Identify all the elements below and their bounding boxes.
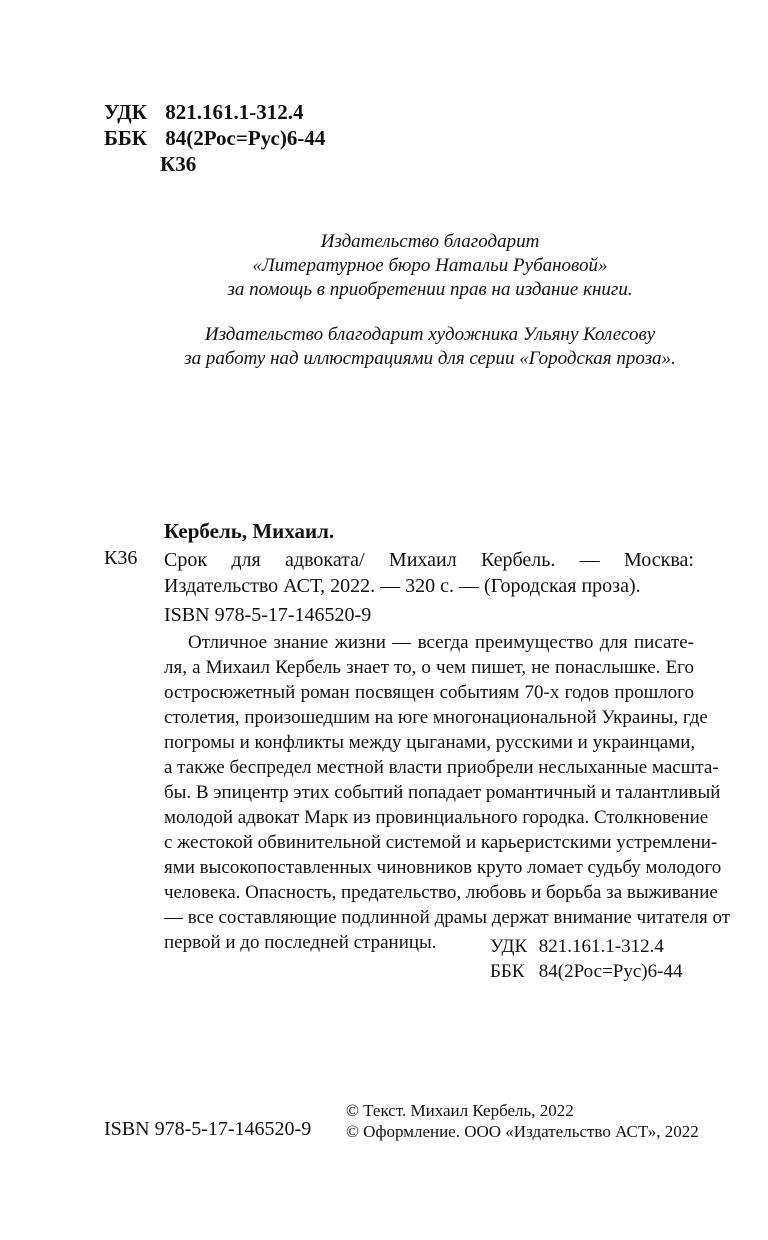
- thanks-line: за работу над иллюстрациями для серии «Городская проза».: [184, 348, 676, 369]
- bbk-value-bottom: 84(2Рос=Рус)6-44: [538, 961, 683, 982]
- udk-row: [104, 100, 304, 125]
- udk-label: УДК: [104, 100, 147, 124]
- annotation-line: столетия, произошедшим на юге многонациональной Украины, где: [164, 707, 708, 728]
- bbk-label: ББК: [104, 126, 147, 150]
- udk-value-bottom: 821.161.1-312.4: [538, 936, 664, 957]
- isbn-footer: ISBN 978-5-17-146520-9: [104, 1118, 312, 1140]
- bbk-row: [104, 126, 325, 151]
- thanks-literary-bureau: [140, 230, 720, 302]
- annotation-line: Отличное знание жизни — всегда преимущество для писате-: [188, 632, 694, 653]
- annotation-line: погромы и конфликты между цыганами, русскими и украинцами,: [164, 732, 696, 753]
- bbk-value: 84(2Рос=Рус)6-44: [165, 126, 326, 150]
- annotation-line: а также беспредел местной власти приобрели неслыханные масшта-: [164, 757, 719, 778]
- bibliographic-description: Срок для адвоката/ Михаил Кербель. — Москва: Издательство АСТ, 2022. — 320 с. — (Городская проза).: [164, 549, 694, 597]
- annotation-line: остросюжетный роман посвящен событиям 70-х годов прошлого: [164, 682, 694, 703]
- annotation-line: первой и до последней страницы.: [164, 932, 437, 953]
- thanks-illustrator: [140, 323, 720, 371]
- thanks-line: Издательство благодарит: [320, 231, 540, 252]
- annotation-line: человека. Опасность, предательство, любовь и борьба за выживание: [164, 882, 718, 903]
- udk-label-bottom: УДК: [490, 936, 528, 957]
- author-heading: Кербель, Михаил.: [164, 519, 335, 543]
- annotation-line: с жестокой обвинительной системой и карьеристскими устремлени-: [164, 832, 718, 853]
- udk-row-bottom: [490, 936, 664, 958]
- author-sign: К36: [104, 547, 138, 569]
- thanks-line: за помощь в приобретении прав на издание книги.: [227, 279, 633, 300]
- annotation: [164, 630, 731, 955]
- author-sign-top: К36: [160, 152, 197, 176]
- thanks-line: Издательство благодарит художника Ульяну Колесову: [204, 324, 656, 345]
- annotation-line: бы. В эпицентр этих событий попадает романтичный и талантливый: [164, 782, 721, 803]
- annotation-line: ями высокопоставленных чиновников круто ломает судьбу молодого: [164, 857, 722, 878]
- bbk-label-bottom: ББК: [490, 961, 525, 982]
- udk-value: 821.161.1-312.4: [165, 100, 304, 124]
- annotation-line: молодой адвокат Марк из провинциального городка. Столкновение: [164, 807, 709, 828]
- copyright-design: © Оформление. ООО «Издательство АСТ», 2022: [346, 1122, 699, 1141]
- thanks-line: «Литературное бюро Натальи Рубановой»: [252, 255, 608, 276]
- annotation-line: — все составляющие подлинной драмы держат внимание читателя от: [164, 907, 731, 928]
- annotation-line: ля, а Михаил Кербель знает то, о чем пишет, не понаслышке. Его: [164, 657, 694, 678]
- copyright-text: © Текст. Михаил Кербель, 2022: [346, 1101, 574, 1120]
- isbn-record: ISBN 978-5-17-146520-9: [164, 604, 372, 626]
- bbk-row-bottom: [490, 961, 682, 983]
